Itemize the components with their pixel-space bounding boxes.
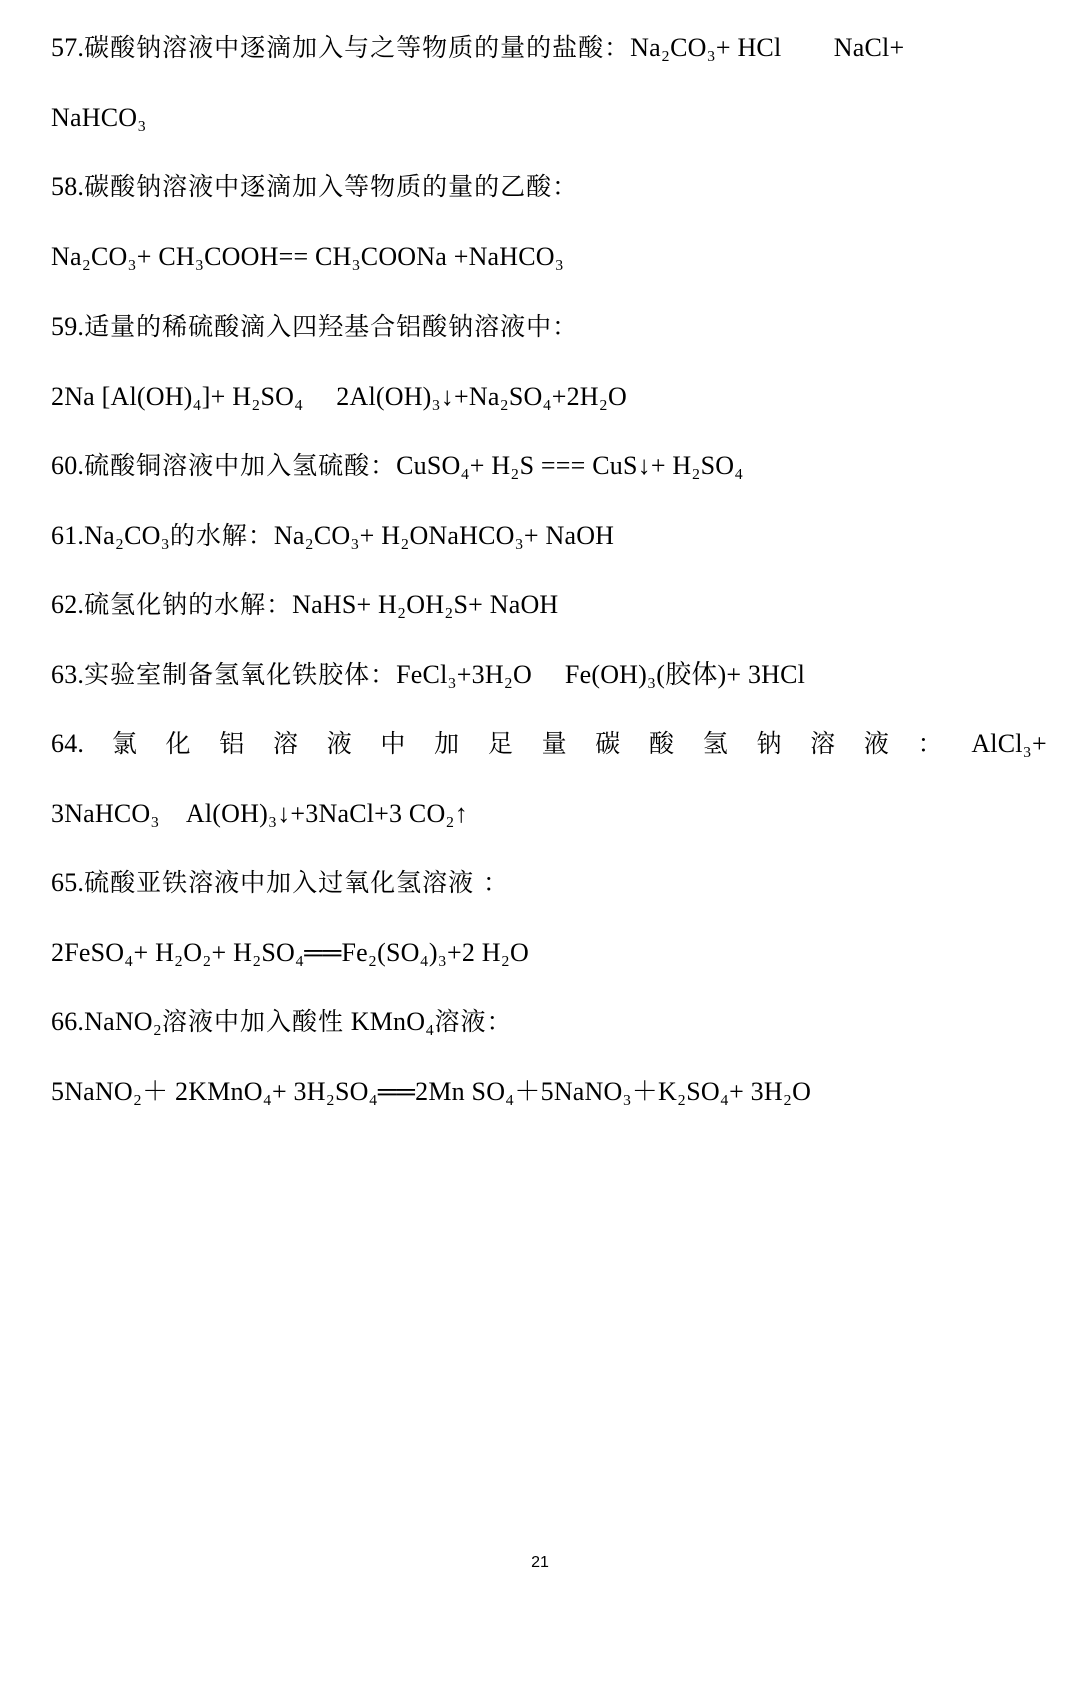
chemical-formula: NaHS+ H₂OH₂S+ NaOH <box>292 590 559 619</box>
chinese-description: 硫酸铜溶液中加入氢硫酸： <box>84 451 397 480</box>
item-number: 66.NaNO₂ <box>51 1007 163 1036</box>
equation-line-62 <box>51 588 1047 622</box>
chemical-formula: 2Na [Al(OH)₄]+ H₂SO₄ 2Al(OH)₃↓+Na₂SO₄+2H₂O <box>51 382 628 411</box>
chinese-description: 的水解： <box>169 521 274 550</box>
chinese-description: 溶液中加入酸性 <box>162 1007 345 1036</box>
item-number: 57. <box>51 33 85 62</box>
chinese-description: 硫酸亚铁溶液中加入过氧化氢溶液 ： <box>84 868 510 897</box>
justified-char: 化 <box>165 729 192 758</box>
chemical-formula: 2FeSO₄+ H₂O₂+ H₂SO₄══Fe₂(SO₄)₃+2 H₂O <box>51 938 530 967</box>
chemical-formula: Na₂CO₃+ H₂ONaHCO₃+ NaOH <box>273 521 615 550</box>
page-number: 21 <box>531 1554 549 1571</box>
item-number: 65. <box>51 868 85 897</box>
chemical-formula: NaHCO₃ <box>51 103 147 132</box>
equation-line-64b <box>51 797 1047 831</box>
justified-char: 溶 <box>810 729 837 758</box>
justified-char: 碳 <box>595 729 622 758</box>
justified-char: 加 <box>434 729 461 758</box>
equation-line-65a <box>51 866 1047 900</box>
justified-char: 氢 <box>702 729 729 758</box>
equation-line-58b <box>51 240 1047 274</box>
chinese-description: 硫氢化钠的水解： <box>84 590 293 619</box>
equation-line-57b <box>51 101 1047 135</box>
justified-char: 钠 <box>756 729 783 758</box>
justified-char: 铝 <box>219 729 246 758</box>
equation-line-59a <box>51 310 1047 344</box>
item-number: 61.Na₂CO₃ <box>51 521 170 550</box>
chinese-description: 适量的稀硫酸滴入四羟基合铝酸钠溶液中： <box>84 312 579 341</box>
justified-char: 足 <box>487 729 514 758</box>
item-number: 62. <box>51 590 85 619</box>
equation-line-66a <box>51 1005 1047 1039</box>
justified-char: 酸 <box>649 729 676 758</box>
justified-char: ： <box>917 729 944 758</box>
justified-char: 中 <box>380 729 407 758</box>
chinese-description: 碳酸钠溶液中逐滴加入与之等物质的量的盐酸： <box>84 33 631 62</box>
item-number: 63. <box>51 660 85 689</box>
justified-char: 量 <box>541 729 568 758</box>
justified-char: 氯 <box>111 729 138 758</box>
justified-char: 溶 <box>272 729 299 758</box>
chemical-formula: KMnO₄ <box>350 1007 435 1036</box>
equation-line-60 <box>51 449 1047 483</box>
item-number: 60. <box>51 451 85 480</box>
chemical-formula: 5NaNO₂＋ 2KMnO₄+ 3H₂SO₄══2Mn SO₄＋5NaNO₃＋K₂SO₄+ 3H₂O <box>51 1077 812 1106</box>
equation-line-59b <box>51 380 1047 414</box>
item-number: 58. <box>51 172 85 201</box>
chemical-formula: AlCl₃+ <box>971 729 1047 758</box>
justified-char: 液 <box>863 729 890 758</box>
chemical-formula: CuSO₄+ H₂S === CuS↓+ H₂SO₄ <box>396 451 744 480</box>
chemical-formula: Na₂CO₃+ HCl NaCl+ <box>630 33 905 62</box>
chinese-description: 碳酸钠溶液中逐滴加入等物质的量的乙酸： <box>84 172 579 201</box>
equation-line-63 <box>51 658 1047 692</box>
item-number: 64. <box>51 729 85 758</box>
equation-line-61 <box>51 519 1047 553</box>
equation-line-58a <box>51 170 1047 204</box>
item-number: 59. <box>51 312 85 341</box>
chemical-formula: 3NaHCO₃ Al(OH)₃↓+3NaCl+3 CO₂↑ <box>51 799 468 828</box>
justified-char: 液 <box>326 729 353 758</box>
equation-line-57a <box>51 31 1047 65</box>
equation-line-66b <box>51 1075 1047 1109</box>
equation-line-64a <box>51 727 1047 761</box>
equation-line-65b <box>51 936 1047 970</box>
chemical-formula: Na₂CO₃+ CH₃COOH== CH₃COONa +NaHCO₃ <box>51 242 565 271</box>
chemical-formula: FeCl₃+3H₂O Fe(OH)₃(胶体)+ 3HCl <box>396 660 806 689</box>
chinese-description: 溶液： <box>434 1007 513 1036</box>
chinese-description: 实验室制备氢氧化铁胶体： <box>84 660 397 689</box>
